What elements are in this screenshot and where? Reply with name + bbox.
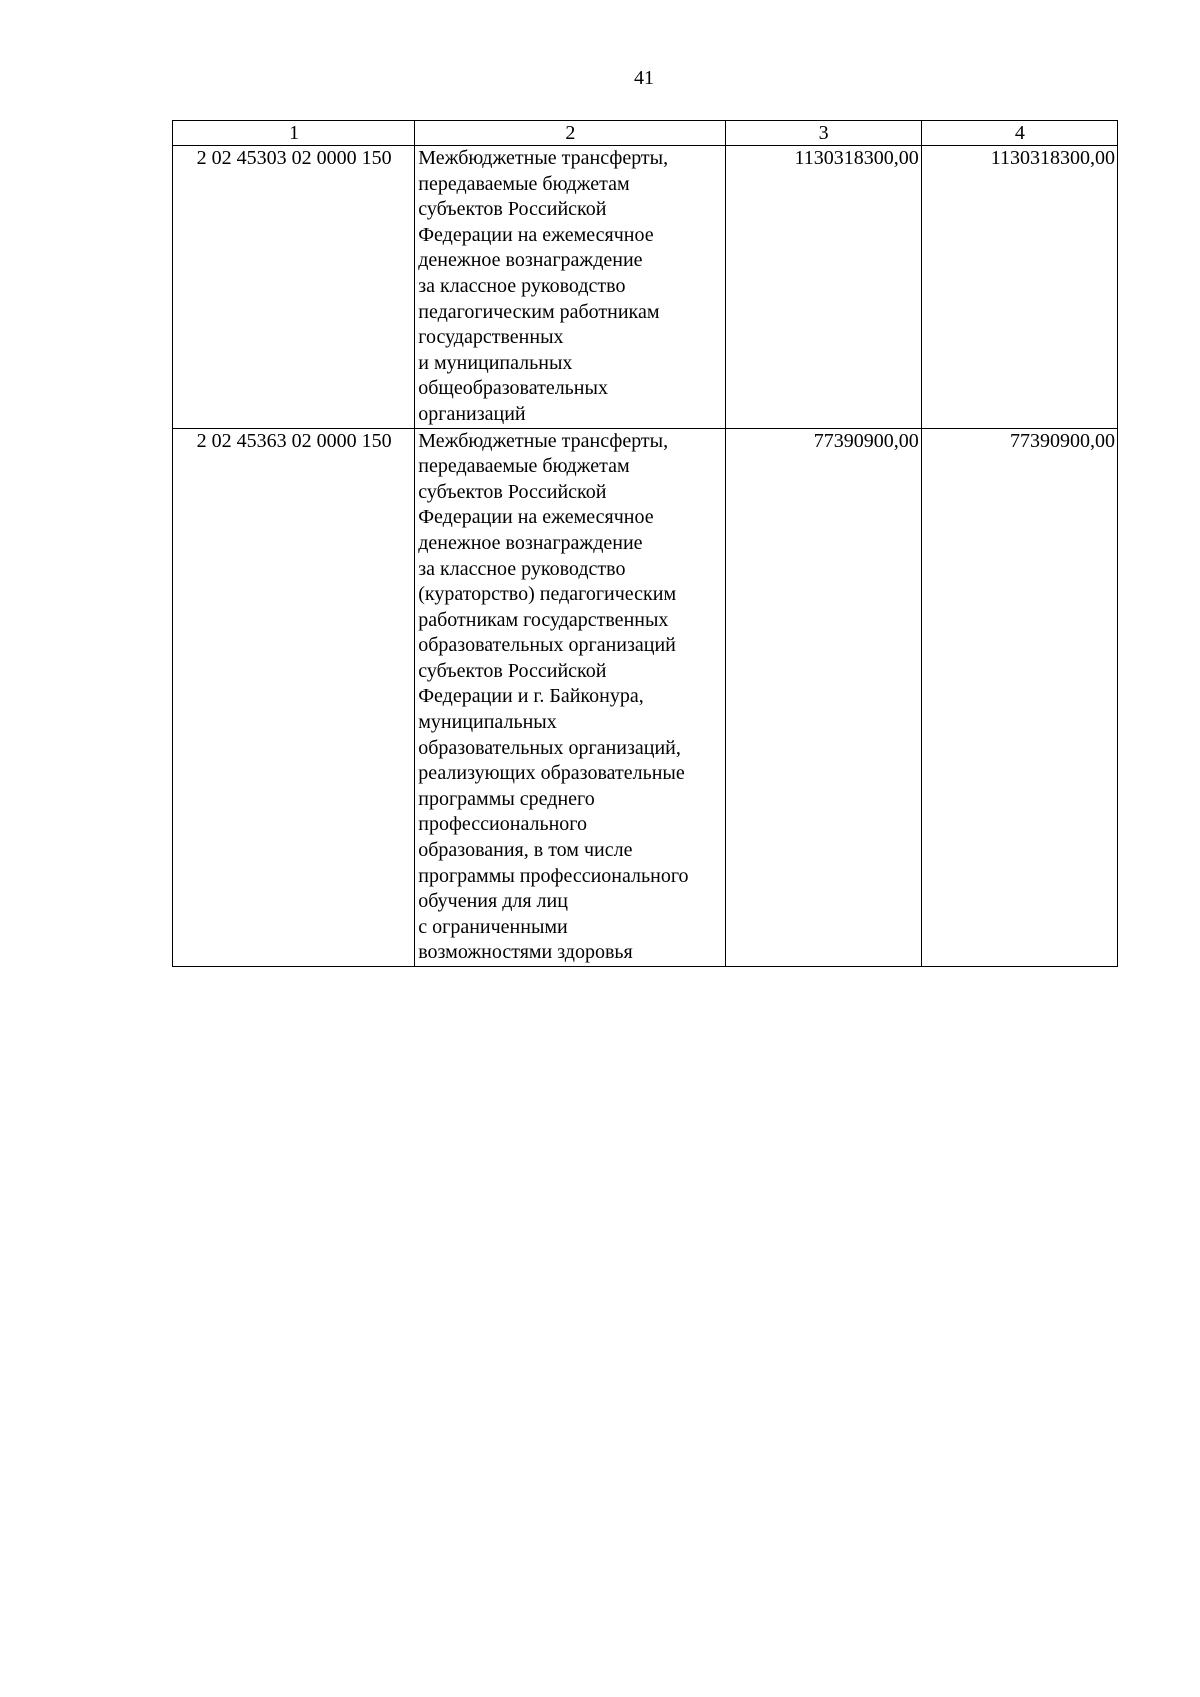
amount-cell-col3: 77390900,00 xyxy=(725,428,921,966)
table-row xyxy=(173,146,1118,429)
description-cell: Межбюджетные трансферты, передаваемые бюджетам субъектов Российской Федерации на ежемесячное денежное вознаграждение за классное руководство педагогическим работникам государственных и муниципальных общеобразовательных организаций xyxy=(415,146,725,429)
column-header-3: 3 xyxy=(725,121,921,146)
amount-cell-col4: 1130318300,00 xyxy=(921,146,1117,429)
column-header-2: 2 xyxy=(415,121,725,146)
column-header-1: 1 xyxy=(173,121,415,146)
budget-table xyxy=(172,120,1118,967)
table-row xyxy=(173,428,1118,966)
page-number: 41 xyxy=(634,67,654,89)
amount-cell-col3: 1130318300,00 xyxy=(725,146,921,429)
description-cell: Межбюджетные трансферты, передаваемые бюджетам субъектов Российской Федерации на ежемесячное денежное вознаграждение за классное руководство (кураторство) педагогическим работникам государственных образовательных организаций субъектов Российской Федерации и г. Байконура, муниципальных образовательных организаций, реализующих образовательные программы среднего профессионального образования, в том числе программы профессионального обучения для лиц с ограниченными возможностями здоровья xyxy=(415,428,725,966)
amount-cell-col4: 77390900,00 xyxy=(921,428,1117,966)
budget-code-cell: 2 02 45303 02 0000 150 xyxy=(173,146,415,429)
column-header-4: 4 xyxy=(921,121,1117,146)
table-header-row xyxy=(173,121,1118,146)
budget-code-cell: 2 02 45363 02 0000 150 xyxy=(173,428,415,966)
